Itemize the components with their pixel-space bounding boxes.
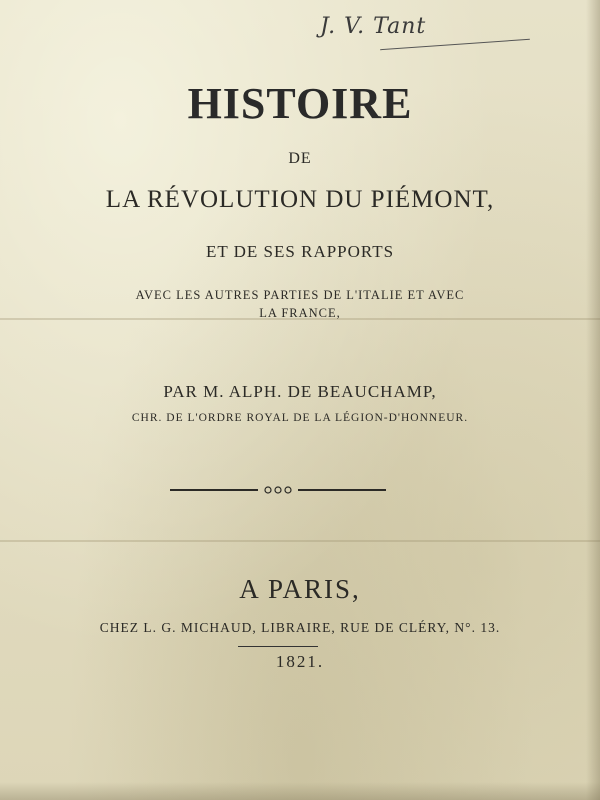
author-line: PAR M. ALPH. DE BEAUCHAMP, (163, 382, 437, 401)
ornamental-rule-icon (170, 484, 386, 496)
subtitle-line-2: ET DE SES RAPPORTS (205, 242, 395, 261)
book-title: HISTOIRE (187, 79, 413, 128)
subtitle-line-4: LA FRANCE, (259, 306, 341, 320)
publisher-line: CHEZ L. G. MICHAUD, LIBRAIRE, RUE DE CLÉRY, N°. 13. (99, 620, 501, 635)
title-connector: DE (288, 150, 312, 167)
book-subtitle: LA RÉVOLUTION DU PIÉMONT, (105, 186, 495, 213)
short-rule (238, 646, 318, 647)
subtitle-line-3: AVEC LES AUTRES PARTIES DE L'ITALIE ET AVEC (135, 288, 465, 302)
page-edge (0, 782, 600, 800)
paper-fold (0, 540, 600, 542)
handwritten-signature: J. V. Tant (320, 14, 427, 39)
publication-place: A PARIS, (239, 574, 361, 604)
publication-year: 1821. (275, 652, 325, 671)
author-honor: CHR. DE L'ORDRE ROYAL DE LA LÉGION-D'HONNEUR. (131, 412, 469, 424)
